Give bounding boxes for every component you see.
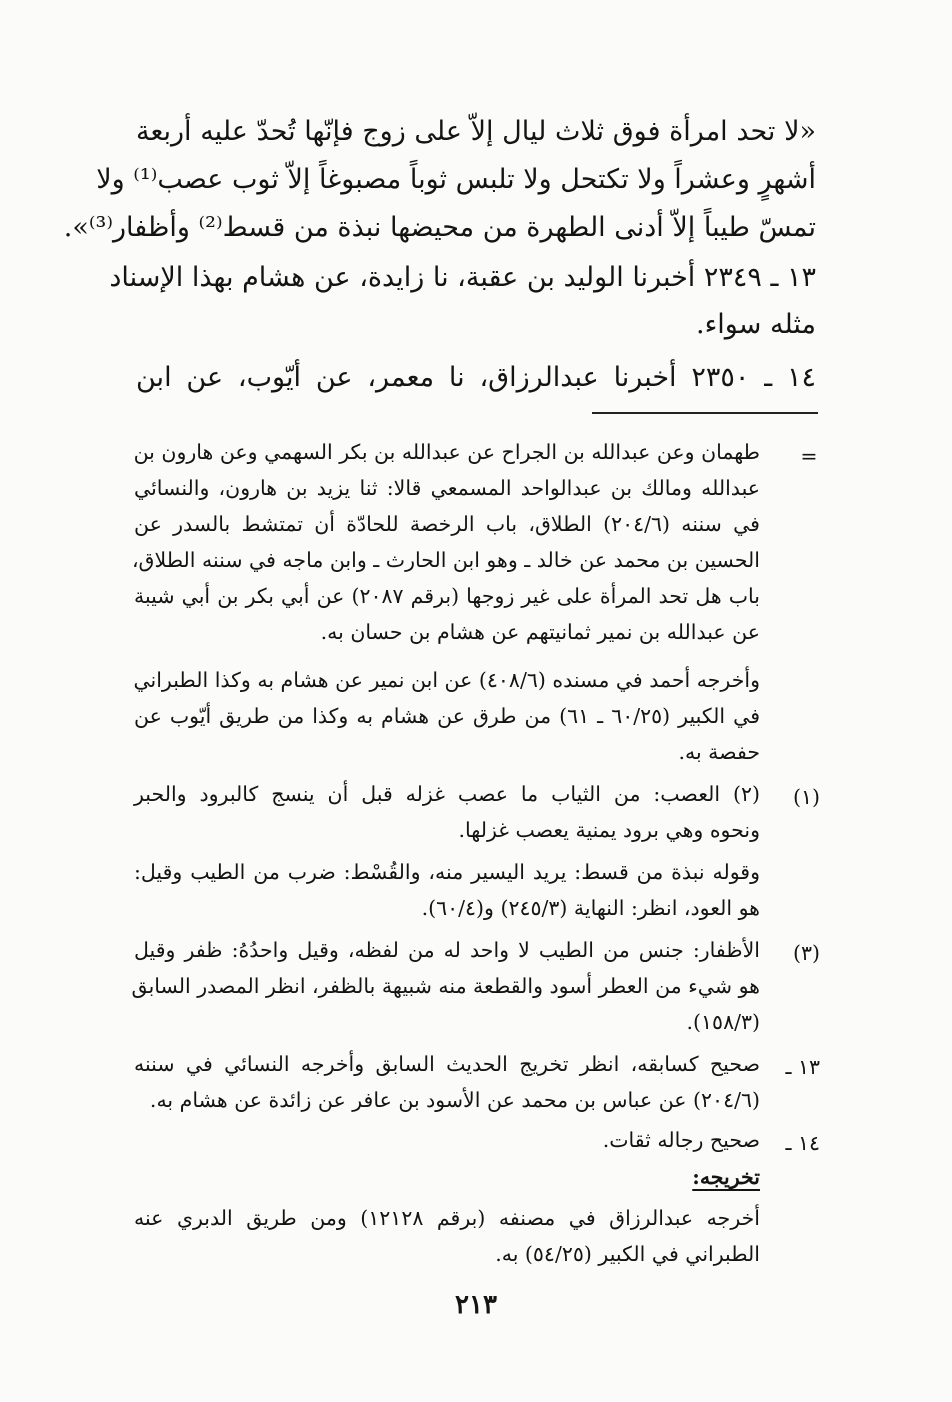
footnote-marker-14: ١٤ ـ: [785, 1131, 820, 1155]
hadith-line: ١٣ ـ ٢٣٤٩ أخبرنا الوليد بن عقبة، نا زايدة، عن هشام بهذا الإسناد: [109, 262, 816, 293]
main-line: «لا تحد امرأة فوق ثلاث ليال إلاّ على زوج فإنّها تُحدّ عليه أربعة: [136, 116, 816, 147]
hadith-line: ١٤ ـ ٢٣٥٠ أخبرنا عبدالرزاق، نا معمر، عن أيّوب، عن ابن: [136, 362, 817, 393]
footnote-marker-13: ١٣ ـ: [785, 1055, 820, 1079]
takhrij-heading-row: [134, 1161, 760, 1197]
footnote-line: عبدالله ومالك بن عبدالواحد المسمعي قالا: ثنا يزيد بن هارون، والنسائي: [134, 476, 760, 500]
footnote-line: ونحوه وهي برود يمنية يعصب غزلها.: [458, 818, 760, 842]
footnote-separator-rule: [592, 412, 818, 414]
main-line: تمسّ طيباً إلاّ أدنى الطهرة من محيضها نبذة من قسط⁽²⁾ وأظفار⁽³⁾».: [63, 212, 816, 243]
footnote-line: الطبراني في الكبير (٥٤/٢٥) به.: [495, 1242, 760, 1266]
continuation-marker: =: [800, 444, 818, 468]
footnote-line: أخرجه عبدالرزاق في مصنفه (برقم ١٢١٢٨) ومن طريق الدبري عنه: [134, 1206, 760, 1230]
footnote-marker-3: (٣): [792, 941, 820, 965]
footnote-line: (١٥٨/٣).: [686, 1010, 760, 1034]
footnote-line: الحسين بن محمد عن خالد ـ وهو ابن الحارث ـ وابن ماجه في سننه الطلاق،: [131, 548, 760, 572]
footnote-line: هو العود، انظر: النهاية (٢٤٥/٣) و(٦٠/٤).: [421, 896, 760, 920]
footnote-line: وأخرجه أحمد في مسنده (٤٠٨/٦) عن ابن نمير عن هشام به وكذا الطبراني: [133, 668, 760, 692]
footnote-line: الأظفار: جنس من الطيب لا واحد له من لفظه، وقيل واحدُهُ: ظفر وقيل: [134, 938, 760, 962]
footnote-line: (٢٠٤/٦) عن عباس بن محمد عن الأسود بن عافر عن زائدة عن هشام به.: [149, 1088, 760, 1112]
takhrij-heading: تخريجه:: [692, 1165, 760, 1189]
footnote-line: صحيح رجاله ثقات.: [602, 1128, 760, 1152]
footnote-line: (٢) العصب: من الثياب ما عصب غزله قبل أن ينسج كالبرود والحبر: [134, 782, 760, 806]
footnote-line: صحيح كسابقه، انظر تخريج الحديث السابق وأخرجه النسائي في سننه: [134, 1052, 760, 1076]
footnote-line: باب هل تحد المرأة على غير زوجها (برقم ٢٠٨٧) عن أبي بكر بن أبي شيبة: [134, 584, 760, 608]
footnote-line: طهمان وعن عبدالله بن الجراح عن عبدالله بن بكر السهمي وعن هارون بن: [133, 440, 760, 464]
hadith-line: مثله سواء.: [696, 309, 816, 340]
footnote-line: عن عبدالله بن نمير ثمانيتهم عن هشام بن حسان به.: [320, 620, 760, 644]
page-number: ٢١٣: [455, 1290, 497, 1320]
footnote-marker-1: (١): [792, 785, 820, 809]
footnote-line: في الكبير (٦٠/٢٥ ـ ٦١) من طرق عن هشام به وكذا من طريق أيّوب عن: [134, 704, 761, 728]
main-line: أشهرٍ وعشراً ولا تكتحل ولا تلبس ثوباً مصبوغاً إلاّ ثوب عصب⁽¹⁾ ولا: [96, 164, 816, 195]
footnote-line: في سننه (٢٠٤/٦) الطلاق، باب الرخصة للحادّة أن تمتشط بالسدر عن: [134, 512, 760, 536]
footnote-line: هو شيء من العطر أسود والقطعة منه شبيهة بالظفر، انظر المصدر السابق: [131, 974, 760, 998]
footnote-line: حفصة به.: [678, 740, 760, 764]
footnote-line: وقوله نبذة من قسط: يريد اليسير منه، والقُسْط: ضرب من الطيب وقيل:: [134, 860, 760, 884]
